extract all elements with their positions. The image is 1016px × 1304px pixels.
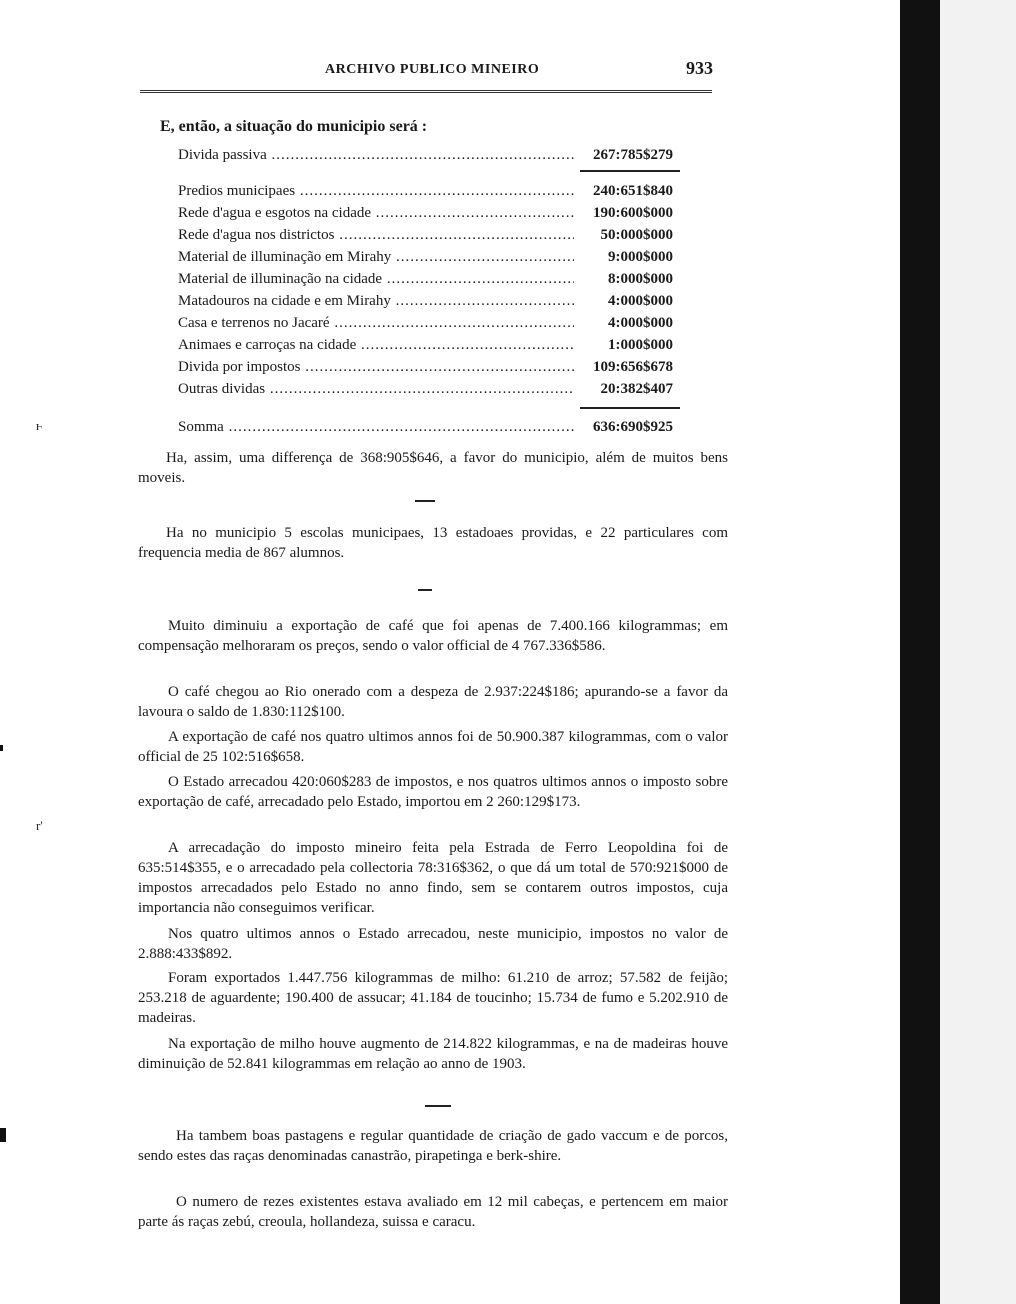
ledger-value: 267:785$279 (593, 147, 673, 163)
ledger-row (178, 335, 673, 356)
ledger-label: Material de illuminação em Mirahy ..... (178, 247, 574, 268)
ledger-label: Matadouros na cidade e em Mirahy ..... (178, 291, 574, 312)
margin-arrow-mark: ⱶ (36, 418, 43, 433)
ledger-value: 20:382$407 (600, 381, 673, 397)
ledger-label: Outras dividas ..... (178, 379, 574, 400)
paragraph-schools: Ha no municipio 5 escolas municipaes, 13 estadoaes providas, e 22 particulares com frequencia media de 867 alumnos. (138, 525, 728, 561)
ledger-row (178, 379, 673, 400)
ledger-value: 240:651$840 (593, 183, 673, 199)
page-number: 933 (686, 58, 713, 78)
ledger-row (178, 203, 673, 224)
ledger-row (178, 269, 673, 290)
ledger-rule (580, 407, 680, 409)
ledger-value: 50:000$000 (600, 227, 673, 243)
paragraph-exports-2: Na exportação de milho houve augmento de 214.822 kilogrammas, e na de madeiras houve diminuição de 52.841 kilogrammas em relação ao anno de 1903. (138, 1036, 728, 1072)
section-dash (425, 1105, 451, 1107)
paragraph-cattle: O numero de rezes existentes estava avaliado em 12 mil cabeças, e pertencem em maior parte ás raças zebú, creoula, hollandeza, suissa e caracu. (138, 1194, 728, 1230)
ledger-label: Divida passiva ..... (178, 145, 574, 166)
paragraph-coffee-4: O Estado arrecadou 420:060$283 de impostos, e nos quatros ultimos annos o imposto sobre exportação de café, arrecadado pelo Estado, importou em 2 260:129$173. (138, 774, 728, 810)
ledger-row-total (178, 417, 673, 438)
ledger-value: 8:000$000 (608, 271, 673, 287)
ledger-label: Predios municipaes ..... (178, 181, 574, 202)
ledger-rule (580, 170, 680, 172)
ledger-row-debt (178, 145, 673, 166)
intro-line: E, então, a situação do municipio será : (160, 118, 428, 135)
ledger-label: Rede d'agua nos districtos ..... (178, 225, 574, 246)
header-rule (140, 90, 712, 93)
margin-tick-mark: r' (36, 818, 43, 833)
ledger-row (178, 225, 673, 246)
facing-page-edge (940, 0, 1016, 1304)
ledger-value: 4:000$000 (608, 293, 673, 309)
paragraph-coffee-3: A exportação de café nos quatro ultimos annos foi de 50.900.387 kilogrammas, com o valor official de 25 102:516$658. (138, 729, 728, 765)
section-dash (418, 589, 432, 591)
ledger-label: Rede d'agua e esgotos na cidade ..... (178, 203, 574, 224)
ledger-row (178, 181, 673, 202)
paragraph-exports-1: Foram exportados 1.447.756 kilogrammas de milho: 61.210 de arroz; 57.582 de feijão; 253.218 de aguardente; 190.400 de assucar; 41.184 de toucinho; 15.734 de fumo e 5.202.910 de madeiras. (138, 970, 728, 1026)
paragraph-pasture: Ha tambem boas pastagens e regular quantidade de criação de gado vaccum e de porcos, sendo estes das raças denominadas canastrão, pirapetinga e berk-shire. (138, 1128, 728, 1164)
ledger-value: 190:600$000 (593, 205, 673, 221)
scan-edge-mark (0, 1128, 6, 1142)
ledger-row (178, 313, 673, 334)
ledger-row (178, 291, 673, 312)
paragraph-coffee-6: Nos quatro ultimos annos o Estado arrecadou, neste municipio, impostos no valor de 2.888:433$892. (138, 926, 728, 962)
ledger-label: Material de illuminação na cidade ..... (178, 269, 574, 290)
ledger-label: Animaes e carroças na cidade ..... (178, 335, 574, 356)
ledger-label: Casa e terrenos no Jacaré ..... (178, 313, 574, 334)
ledger-value: 636:690$925 (593, 419, 673, 435)
book-spine-shadow (900, 0, 940, 1304)
running-header: ARCHIVO PUBLICO MINEIRO (325, 62, 540, 77)
scan-edge-mark (0, 745, 3, 751)
ledger-label: Somma ..... (178, 417, 574, 438)
paragraph-coffee-2: O café chegou ao Rio onerado com a despeza de 2.937:224$186; apurando-se a favor da lavoura o saldo de 1.830:112$100. (138, 684, 728, 720)
ledger-value: 4:000$000 (608, 315, 673, 331)
ledger-value: 1:000$000 (608, 337, 673, 353)
ledger-row (178, 247, 673, 268)
ledger-value: 9:000$000 (608, 249, 673, 265)
ledger-value: 109:656$678 (593, 359, 673, 375)
ledger-row (178, 357, 673, 378)
paragraph-coffee-5: A arrecadação do imposto mineiro feita pela Estrada de Ferro Leopoldina foi de 635:514$355, e o arrecadado pela collectoria 78:316$362, o que dá um total de 570:921$000 de impostos arrecadados pelo Estado no anno findo, sem se contarem outros impostos, cuja importancia não conseguimos verificar. (138, 840, 728, 916)
ledger-label: Divida por impostos ..... (178, 357, 574, 378)
section-dash (415, 500, 435, 502)
paragraph-difference: Ha, assim, uma differença de 368:905$646, a favor do municipio, além de muitos bens moveis. (138, 450, 728, 486)
paragraph-coffee-1: Muito diminuiu a exportação de café que foi apenas de 7.400.166 kilogrammas; em compensação melhoraram os preços, sendo o valor official de 4 767.336$586. (138, 618, 728, 654)
